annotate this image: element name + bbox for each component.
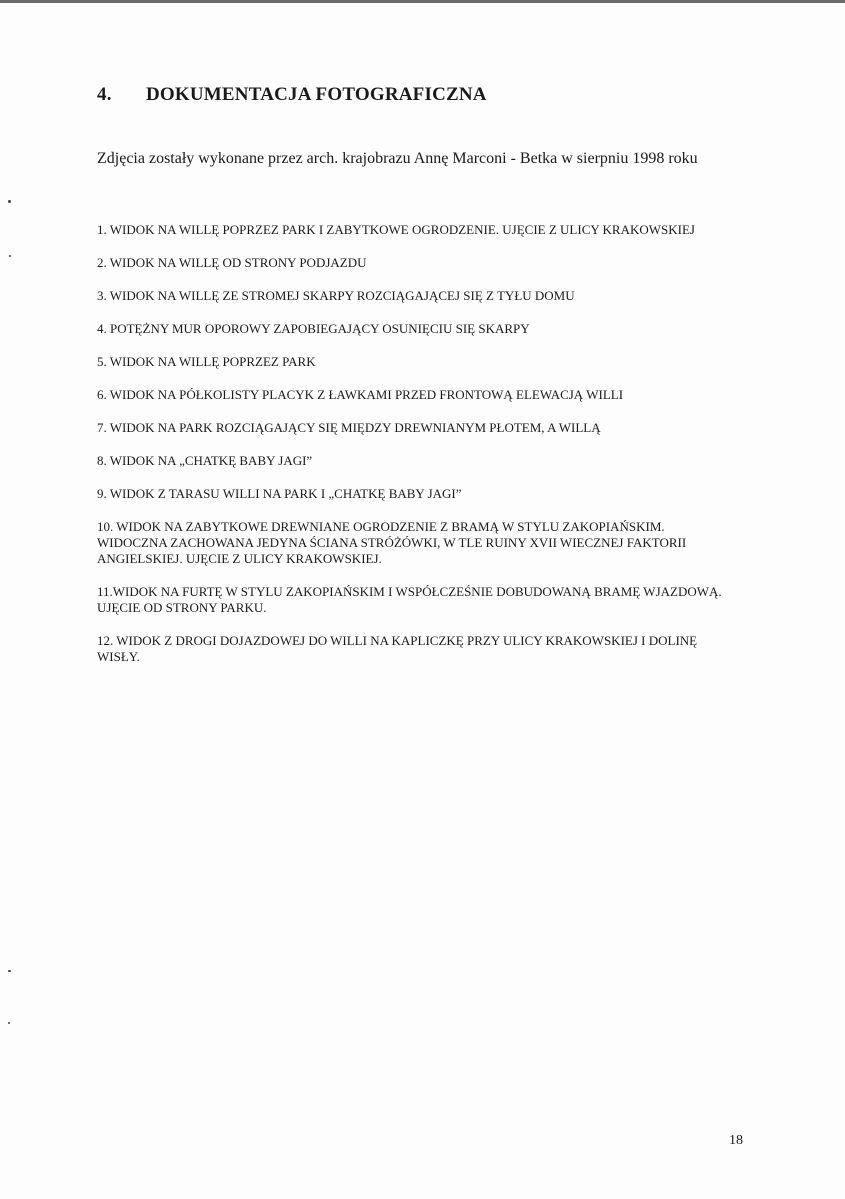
photo-item-9: 9. WIDOK Z TARASU WILLI NA PARK I „CHATKĘ BABY JAGI”	[97, 486, 462, 501]
scan-top-edge	[0, 0, 845, 3]
photo-item-11: 11.WIDOK NA FURTĘ W STYLU ZAKOPIAŃSKIM I WSPÓŁCZEŚNIE DOBUDOWANĄ BRAMĘ WJAZDOWĄ. UJĘCIE OD STRONY PARKU.	[97, 584, 722, 615]
intro-paragraph: Zdjęcia zostały wykonane przez arch. krajobrazu Annę Marconi - Betka w sierpniu 1998 roku	[97, 150, 698, 167]
photo-item-7: 7. WIDOK NA PARK ROZCIĄGAJĄCY SIĘ MIĘDZY DREWNIANYM PŁOTEM, A WILLĄ	[97, 420, 601, 435]
photo-item-1: 1. WIDOK NA WILLĘ POPRZEZ PARK I ZABYTKOWE OGRODZENIE. UJĘCIE Z ULICY KRAKOWSKIEJ	[97, 222, 695, 237]
photo-item-12: 12. WIDOK Z DROGI DOJAZDOWEJ DO WILLI NA KAPLICZKĘ PRZY ULICY KRAKOWSKIEJ I DOLINĘ WISŁY.	[97, 633, 698, 664]
photo-item-5: 5. WIDOK NA WILLĘ POPRZEZ PARK	[97, 354, 316, 369]
photo-item-10: 10. WIDOK NA ZABYTKOWE DREWNIANE OGRODZENIE Z BRAMĄ W STYLU ZAKOPIAŃSKIM. WIDOCZNA ZACHOWANA JEDYNA ŚCIANA STRÓŻÓWKI, W TLE RUINY XVII WIECZNEJ FAKTORII ANGIELSKIEJ. UJĘCIE Z ULICY KRAKOWSKIEJ.	[97, 519, 687, 566]
photo-item-3: 3. WIDOK NA WILLĘ ZE STROMEJ SKARPY ROZCIĄGAJĄCEJ SIĘ Z TYŁU DOMU	[97, 288, 575, 303]
page-number: 18	[729, 1133, 743, 1148]
scan-speck	[8, 1022, 10, 1024]
scan-speck	[8, 200, 11, 203]
photo-item-6: 6. WIDOK NA PÓŁKOLISTY PLACYK Z ŁAWKAMI PRZED FRONTOWĄ ELEWACJĄ WILLI	[97, 387, 624, 402]
section-heading	[97, 84, 487, 106]
section-title: DOKUMENTACJA FOTOGRAFICZNA	[146, 84, 487, 105]
scan-speck	[9, 255, 11, 257]
scan-speck	[8, 970, 11, 972]
photo-list	[97, 222, 737, 682]
photo-item-2: 2. WIDOK NA WILLĘ OD STRONY PODJAZDU	[97, 255, 367, 270]
photo-item-8: 8. WIDOK NA „CHATKĘ BABY JAGI”	[97, 453, 313, 468]
section-number: 4.	[97, 84, 112, 105]
photo-item-4: 4. POTĘŻNY MUR OPOROWY ZAPOBIEGAJĄCY OSUNIĘCIU SIĘ SKARPY	[97, 321, 530, 336]
